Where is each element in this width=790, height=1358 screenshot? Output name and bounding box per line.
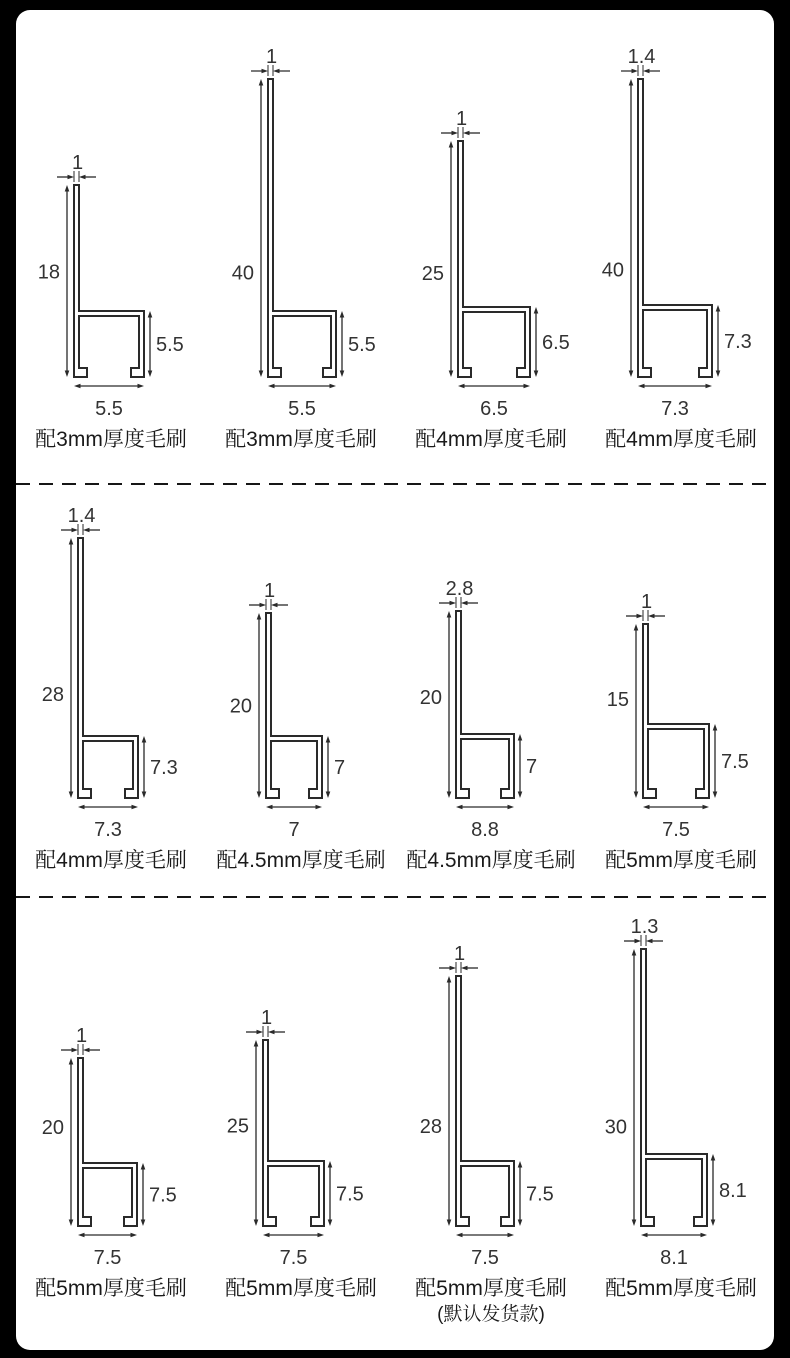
profile-cell <box>206 908 396 1327</box>
dim-arrowhead <box>716 371 721 378</box>
profile-outline <box>641 949 707 1226</box>
dim-height-label: 28 <box>41 684 64 706</box>
dim-arrowhead <box>641 1233 648 1238</box>
dim-top-label: 1 <box>71 152 84 174</box>
dim-arrowhead <box>326 792 331 799</box>
profile-caption: 配5mm厚度毛刷 <box>225 1277 377 1300</box>
profile-drawing <box>586 32 774 422</box>
dim-top-label: 1.3 <box>630 916 659 938</box>
dim-arrowhead <box>138 384 145 389</box>
dim-arrowhead <box>65 371 70 378</box>
dim-arrowhead <box>78 805 85 810</box>
dim-arrowhead <box>629 79 634 86</box>
dim-side-label: 7.3 <box>724 331 752 353</box>
dim-arrowhead <box>318 1233 325 1238</box>
dim-arrowhead <box>458 384 465 389</box>
dim-width-label: 7.3 <box>94 819 122 841</box>
dim-arrowhead <box>148 311 153 318</box>
dim-arrowhead <box>142 736 147 743</box>
dim-arrowhead <box>257 1030 264 1035</box>
dim-top-label: 1 <box>75 1025 88 1047</box>
profile-outline <box>456 611 514 798</box>
dim-arrowhead <box>72 528 79 533</box>
dim-arrowhead <box>266 805 273 810</box>
dim-arrowhead <box>524 384 531 389</box>
dim-height-label: 25 <box>421 263 444 286</box>
dim-arrowhead <box>643 805 650 810</box>
dim-arrowhead <box>634 624 639 631</box>
dim-height-label: 20 <box>229 695 252 718</box>
profile-cell <box>206 498 396 875</box>
dim-width-label: 7.5 <box>93 1247 122 1269</box>
dim-arrowhead <box>328 1220 333 1227</box>
dim-arrowhead <box>632 69 639 74</box>
dim-arrowhead <box>461 966 468 971</box>
dim-width-label: 7.5 <box>279 1247 308 1269</box>
profile-outline <box>458 141 530 377</box>
dim-arrowhead <box>131 1233 138 1238</box>
dim-top-label: 1 <box>265 46 278 68</box>
dim-height-label: 25 <box>226 1115 249 1138</box>
profile-cell <box>586 908 774 1327</box>
dim-arrowhead <box>456 1233 463 1238</box>
dim-arrowhead <box>518 1220 523 1227</box>
dim-arrowhead <box>632 949 637 956</box>
dim-top-label: 1.4 <box>67 505 96 527</box>
dim-side-label: 5.5 <box>348 334 376 356</box>
dim-arrowhead <box>68 175 75 180</box>
dim-arrowhead <box>706 384 713 389</box>
dim-side-label: 8.1 <box>719 1180 747 1202</box>
dim-arrowhead <box>632 1220 637 1227</box>
dim-arrowhead <box>257 792 262 799</box>
dim-arrowhead <box>449 371 454 378</box>
dim-arrowhead <box>263 1233 270 1238</box>
dim-arrowhead <box>634 792 639 799</box>
dim-width-label: 7.5 <box>662 819 690 841</box>
dim-arrowhead <box>461 601 468 606</box>
dim-arrowhead <box>271 603 278 608</box>
dim-top-label: 1 <box>640 591 653 613</box>
profile-caption: 配3mm厚度毛刷 <box>225 428 377 451</box>
dim-width-label: 6.5 <box>480 398 508 420</box>
dim-height-label: 40 <box>601 259 624 282</box>
profile-cell <box>16 498 206 875</box>
dim-side-label: 7 <box>526 756 538 778</box>
dim-height-label: 18 <box>37 261 60 284</box>
dim-arrowhead <box>713 792 718 799</box>
dim-arrowhead <box>273 69 280 74</box>
dim-arrowhead <box>326 736 331 743</box>
dim-arrowhead <box>713 724 718 731</box>
dim-arrowhead <box>260 603 267 608</box>
dim-arrowhead <box>518 792 523 799</box>
dim-width-label: 8.8 <box>471 819 499 841</box>
profile-outline <box>268 79 336 377</box>
profile-outline <box>78 1058 137 1226</box>
dim-arrowhead <box>141 1163 146 1170</box>
dim-arrowhead <box>638 384 645 389</box>
dim-arrowhead <box>78 1233 85 1238</box>
profile-drawing <box>586 908 774 1271</box>
dim-arrowhead <box>629 371 634 378</box>
profile-outline <box>266 613 322 798</box>
dim-arrowhead <box>646 939 653 944</box>
profile-caption: 配4mm厚度毛刷 <box>35 849 187 872</box>
profile-row-1 <box>16 10 774 483</box>
dim-arrowhead <box>148 371 153 378</box>
profile-caption: 配5mm厚度毛刷 <box>605 1277 757 1300</box>
dim-arrowhead <box>69 1220 74 1227</box>
dim-arrowhead <box>518 1161 523 1168</box>
profile-outline <box>643 624 709 798</box>
dim-arrowhead <box>637 614 644 619</box>
dim-top-label: 1 <box>260 1007 273 1029</box>
dim-arrowhead <box>74 384 81 389</box>
dim-height-label: 15 <box>606 688 629 711</box>
dim-arrowhead <box>447 792 452 799</box>
dim-arrowhead <box>701 1233 708 1238</box>
profile-row-3 <box>16 898 774 1335</box>
profile-drawing <box>396 498 586 843</box>
dim-arrowhead <box>463 131 470 136</box>
dim-arrowhead <box>254 1040 259 1047</box>
dim-arrowhead <box>69 792 74 799</box>
dim-arrowhead <box>83 1048 90 1053</box>
profile-cell <box>586 32 774 454</box>
dim-arrowhead <box>711 1220 716 1227</box>
dim-arrowhead <box>72 1048 79 1053</box>
profile-caption: 配5mm厚度毛刷 <box>605 849 757 872</box>
profile-drawing <box>586 498 774 843</box>
dim-arrowhead <box>635 939 642 944</box>
dim-height-label: 28 <box>419 1116 442 1138</box>
dim-arrowhead <box>534 371 539 378</box>
profile-cell <box>206 32 396 454</box>
profile-caption: 配4.5mm厚度毛刷 <box>216 849 386 872</box>
profile-drawing <box>396 908 586 1271</box>
profile-drawing <box>16 498 206 843</box>
dim-top-label: 1 <box>455 108 468 130</box>
profile-outline <box>456 976 514 1226</box>
dim-arrowhead <box>259 79 264 86</box>
dim-arrowhead <box>534 307 539 314</box>
dim-arrowhead <box>447 1220 452 1227</box>
profile-caption: 配4mm厚度毛刷 <box>605 428 757 451</box>
dim-arrowhead <box>316 805 323 810</box>
profile-caption: 配5mm厚度毛刷 <box>415 1277 567 1300</box>
dim-arrowhead <box>456 805 463 810</box>
dim-arrowhead <box>257 613 262 620</box>
dim-arrowhead <box>259 371 264 378</box>
dim-width-label: 5.5 <box>95 398 123 420</box>
profile-caption: 配4.5mm厚度毛刷 <box>406 849 576 872</box>
dim-arrowhead <box>330 384 337 389</box>
profile-caption: 配4mm厚度毛刷 <box>415 428 567 451</box>
dim-side-label: 6.5 <box>542 332 570 354</box>
dim-top-label: 2.8 <box>445 578 474 600</box>
dim-arrowhead <box>711 1154 716 1161</box>
profile-drawing <box>206 498 396 843</box>
dim-top-label: 1 <box>453 943 466 965</box>
profile-outline <box>74 185 144 377</box>
dim-width-label: 5.5 <box>288 398 316 420</box>
profile-outline <box>263 1040 324 1226</box>
dim-arrowhead <box>716 305 721 312</box>
dim-arrowhead <box>328 1161 333 1168</box>
dim-side-label: 7.5 <box>149 1184 177 1207</box>
dim-arrowhead <box>262 69 269 74</box>
dim-arrowhead <box>648 614 655 619</box>
dim-height-label: 20 <box>419 687 442 710</box>
dim-arrowhead <box>450 601 457 606</box>
dim-arrowhead <box>65 185 70 192</box>
profile-cell <box>396 498 586 875</box>
dim-arrowhead <box>449 141 454 148</box>
dim-width-label: 8.1 <box>660 1247 688 1269</box>
dim-arrowhead <box>268 1030 275 1035</box>
dim-arrowhead <box>79 175 86 180</box>
dim-arrowhead <box>703 805 710 810</box>
dim-arrowhead <box>254 1220 259 1227</box>
dim-height-label: 20 <box>41 1116 64 1139</box>
dim-arrowhead <box>508 1233 515 1238</box>
dim-arrowhead <box>132 805 139 810</box>
dim-side-label: 7.5 <box>721 751 749 773</box>
profile-caption-note: (默认发货款) <box>437 1304 545 1325</box>
profile-row-2 <box>16 485 774 896</box>
dim-arrowhead <box>268 384 275 389</box>
profile-drawing <box>396 32 586 422</box>
dim-arrowhead <box>69 1058 74 1065</box>
dim-side-label: 7.3 <box>150 757 178 779</box>
dim-arrowhead <box>452 131 459 136</box>
profile-drawing <box>16 908 206 1271</box>
dim-arrowhead <box>447 611 452 618</box>
dim-arrowhead <box>508 805 515 810</box>
profile-cell <box>586 498 774 875</box>
dim-height-label: 30 <box>604 1116 627 1139</box>
profile-cell <box>396 908 586 1327</box>
dim-arrowhead <box>141 1220 146 1227</box>
dim-side-label: 7.5 <box>526 1183 554 1206</box>
dim-side-label: 7 <box>334 757 346 779</box>
dim-width-label: 7.3 <box>661 398 689 420</box>
dim-height-label: 40 <box>231 262 254 285</box>
product-diagram-card <box>16 10 774 1350</box>
profile-cell <box>396 32 586 454</box>
dim-arrowhead <box>447 976 452 983</box>
profile-caption: 配3mm厚度毛刷 <box>35 428 187 451</box>
dim-arrowhead <box>340 311 345 318</box>
profile-caption: 配5mm厚度毛刷 <box>35 1277 187 1300</box>
dim-arrowhead <box>69 538 74 545</box>
profile-cell <box>16 32 206 454</box>
dim-side-label: 5.5 <box>156 334 184 356</box>
dim-arrowhead <box>518 734 523 741</box>
dim-width-label: 7 <box>288 819 300 841</box>
profile-drawing <box>206 908 396 1271</box>
dim-side-label: 7.5 <box>336 1183 364 1206</box>
dim-arrowhead <box>340 371 345 378</box>
profile-outline <box>638 79 712 377</box>
dim-top-label: 1.4 <box>627 46 656 68</box>
dim-width-label: 7.5 <box>471 1247 499 1269</box>
dim-arrowhead <box>643 69 650 74</box>
profile-drawing <box>206 32 396 422</box>
dim-arrowhead <box>450 966 457 971</box>
dim-arrowhead <box>142 792 147 799</box>
profile-drawing <box>16 32 206 422</box>
profile-outline <box>78 538 138 798</box>
dim-arrowhead <box>83 528 90 533</box>
dim-top-label: 1 <box>263 580 276 602</box>
profile-cell <box>16 908 206 1327</box>
